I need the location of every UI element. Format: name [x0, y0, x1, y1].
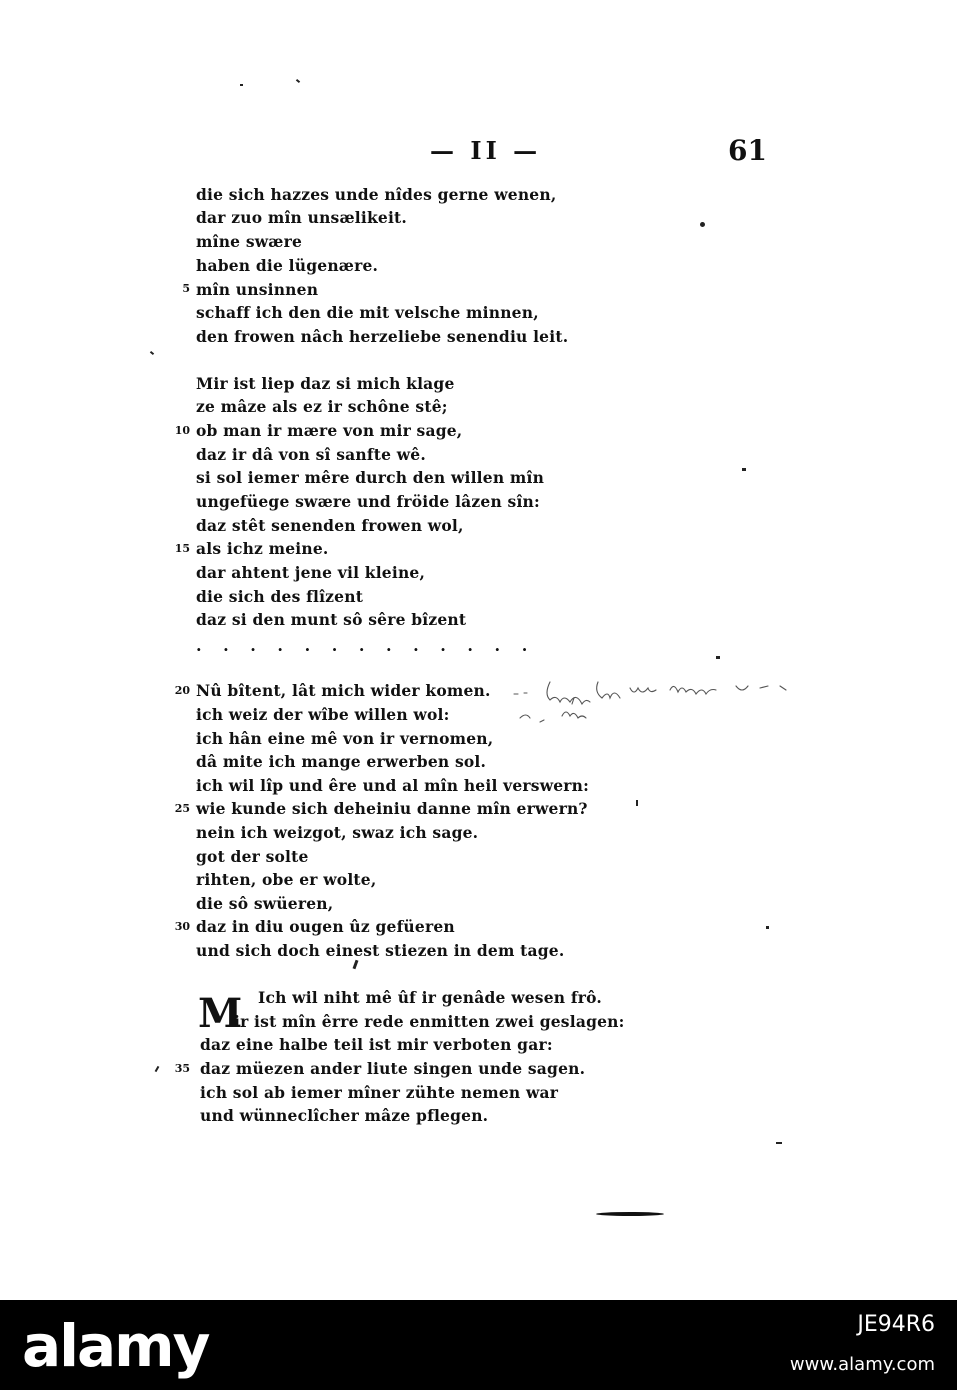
speck [240, 84, 243, 86]
speck [776, 1142, 782, 1144]
speck [296, 79, 300, 83]
verse-line: ich wil lîp und êre und al mîn heil verswern: [196, 776, 590, 795]
verse-line: ze mâze als ez ir schône stê; [196, 397, 448, 416]
verse-line: daz si den munt sô sêre bîzent [196, 610, 467, 629]
drop-capital: M [198, 990, 243, 1037]
section-header: — II — [430, 136, 542, 165]
line-number: 25 [174, 802, 190, 815]
verse-line: si sol iemer mêre durch den willen mîn [196, 468, 545, 487]
speck [353, 960, 359, 969]
verse-line: ich sol ab iemer mîner zühte nemen war [200, 1083, 559, 1102]
verse-line: dâ mite ich mange erwerben sol. [196, 752, 487, 771]
speck [700, 222, 705, 227]
speck [155, 1066, 160, 1072]
verse-line: wie kunde sich deheiniu danne mîn erwern? [196, 799, 588, 818]
verse-line: rihten, obe er wolte, [196, 870, 377, 889]
verse-line: dar zuo mîn unsælikeit. [196, 208, 408, 227]
verse-line: und wünneclîcher mâze pflegen. [200, 1106, 489, 1125]
verse-line: ungefüege swære und fröide lâzen sîn: [196, 492, 540, 511]
line-number: 5 [182, 282, 190, 295]
handwritten-annotation [510, 674, 800, 744]
verse-line: dar ahtent jene vil kleine, [196, 563, 426, 582]
line-number: 10 [174, 424, 190, 437]
verse-line: daz ir dâ von sî sanfte wê. [196, 445, 426, 464]
line-number: 30 [174, 920, 190, 933]
verse-line: ob man ir mære von mir sage, [196, 421, 463, 440]
verse-line: die sô swüeren, [196, 894, 334, 913]
verse-line: nein ich weizgot, swaz ich sage. [196, 823, 479, 842]
line-number: 20 [174, 684, 190, 697]
verse-line: die sich des flîzent [196, 587, 364, 606]
line-number: 15 [174, 542, 190, 555]
verse-line: Mir ist liep daz si mich klage [196, 374, 455, 393]
verse-line: Ich wil niht mê ûf ir genâde wesen frô. [258, 988, 602, 1007]
verse-line: mîn unsinnen [196, 280, 319, 299]
ellipsis-row: . . . . . . . . . . . . . [196, 636, 536, 655]
speck [636, 800, 638, 806]
verse-line: daz eine halbe teil ist mir verboten gar: [200, 1035, 553, 1054]
site-url: www.alamy.com [789, 1354, 935, 1375]
verse-line: ich weiz der wîbe willen wol: [196, 705, 450, 724]
verse-line: den frowen nâch herzeliebe senendiu leit. [196, 327, 569, 346]
verse-line: daz in diu ougen ûz gefüeren [196, 917, 455, 936]
verse-line: die sich hazzes unde nîdes gerne wenen, [196, 185, 557, 204]
brand-logo: alamy [22, 1312, 209, 1380]
verse-line: daz stêt senenden frowen wol, [196, 516, 464, 535]
closing-rule [596, 1212, 664, 1216]
speck [150, 351, 154, 355]
verse-line: und sich doch einest stiezen in dem tage. [196, 941, 565, 960]
verse-line: ir ist mîn êrre rede enmitten zwei geslagen: [234, 1012, 625, 1031]
verse-line: als ichz meine. [196, 539, 329, 558]
verse-line: got der solte [196, 847, 309, 866]
line-number: 35 [174, 1062, 190, 1075]
verse-line: Nû bîtent, lât mich wider komen. [196, 681, 491, 700]
verse-line: ich hân eine mê von ir vernomen, [196, 729, 494, 748]
verse-line: haben die lügenære. [196, 256, 379, 275]
speck [742, 468, 746, 471]
speck [716, 656, 720, 659]
verse-line: schaff ich den die mit velsche minnen, [196, 303, 539, 322]
image-id: JE94R6 [857, 1312, 935, 1337]
verse-line: mîne swære [196, 232, 303, 251]
page-number: 61 [728, 134, 767, 167]
speck [766, 926, 769, 929]
verse-line: daz müezen ander liute singen unde sagen. [200, 1059, 586, 1078]
